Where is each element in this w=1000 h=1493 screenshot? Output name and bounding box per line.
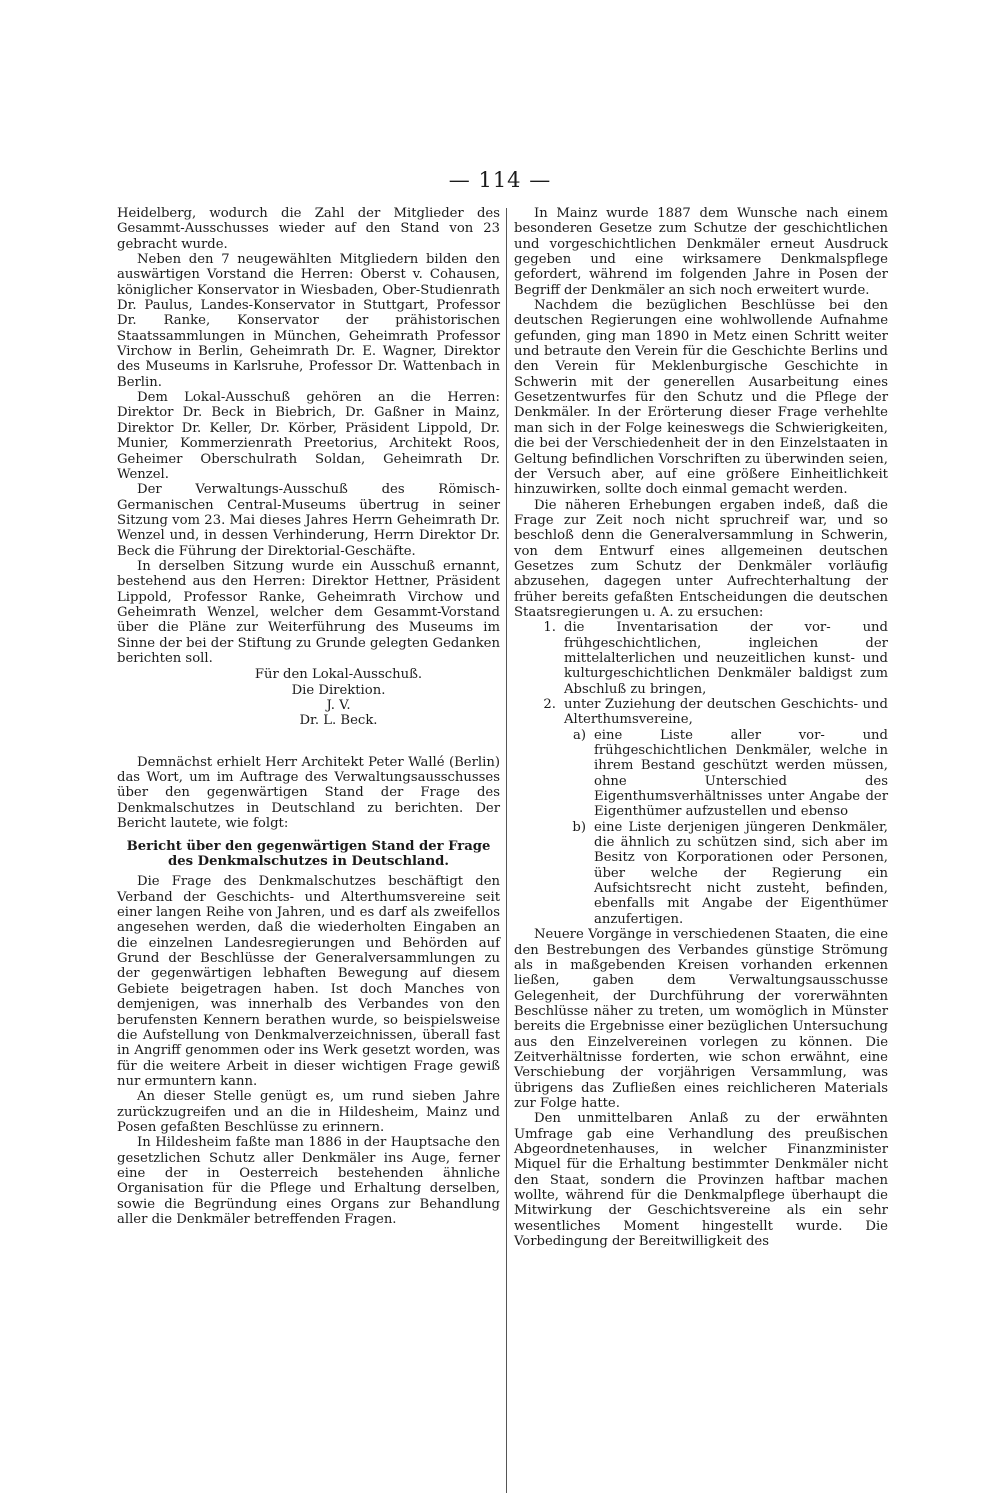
paragraph: Der Verwaltungs-Ausschuß des Römisch-Germanischen Central-Museums übertrug in seiner Sitzung vom 23. Mai dieses Jahres Herrn Geheimrath Dr. Wenzel und, in dessen Verhinderung, Herrn Direktor Dr. Beck die Führung der Direktorial-Geschäfte. bbox=[117, 482, 500, 559]
list-letter: a) bbox=[572, 727, 586, 743]
list-number: 1. bbox=[543, 620, 556, 636]
paragraph: Dem Lokal-Ausschuß gehören an die Herren: Direktor Dr. Beck in Biebrich, Dr. Gaßner in Mainz, Direktor Dr. Keller, Dr. Körber, Präsident Lippold, Dr. Munier, Kommerzienrath Preetorius, Architekt Roos, Geheimer Oberschulrath Soldan, Geheimrath Dr. Wenzel. bbox=[117, 390, 500, 482]
right-column bbox=[514, 206, 888, 1249]
list-item bbox=[514, 697, 888, 728]
list-text: die Inventarisation der vor- und frühgeschichtlichen, ingleichen der mittelalterlichen und neuzeitlichen kunst- und kulturgeschichtlichen Denkmäler baldigst zum Abschluß zu bringen, bbox=[564, 620, 888, 697]
paragraph: Nachdem die bezüglichen Beschlüsse bei den deutschen Regierungen eine wohlwollende Aufnahme gefunden, ging man 1890 in Metz einen Schritt weiter und betraute den Verein für die Geschichte Berlins und den Verein für Meklenburgische Geschichte in Schwerin mit der generellen Ausarbeitung eines Gesetzentwurfes für den Schutz und die Pflege der Denkmäler. In der Erörterung dieser Frage verhehlte man sich in der Folge keineswegs die Schwierigkeiten, die bei der Verschiedenheit der in den Einzelstaaten in Geltung befindlichen Vorschriften zu überwinden seien, der Versuch aber, auf eine größere Einheitlichkeit hinzuwirken, sollte doch einmal gemacht werden. bbox=[514, 298, 888, 498]
paragraph: Die Frage des Denkmalschutzes beschäftigt den Verband der Geschichts- und Alterthumsvereine seit einer langen Reihe von Jahren, und es darf als zweifellos angesehen werden, daß die wiederholten Eingaben an die einzelnen Landesregierungen und Behörden auf Grund der Beschlüsse der Generalversammlungen zu der gegenwärtigen lebhaften Bewegung auf diesem Gebiete beigetragen haben. Ist doch Manches von demjenigen, was innerhalb des Verbandes von den berufensten Kennern berathen wurde, so beispielsweise die Aufstellung von Denkmalverzeichnissen, überall fast in Angriff genommen oder ins Werk gesetzt worden, was für die weitere Arbeit in dieser wichtigen Frage gewiß nur ermuntern kann. bbox=[117, 874, 500, 1089]
paragraph: In derselben Sitzung wurde ein Ausschuß ernannt, bestehend aus den Herren: Direktor Hettner, Präsident Lippold, Professor Ranke, Geheimrath Virchow und Geheimrath Wenzel, welcher dem Gesammt-Vorstand über die Pläne zur Weiterführung des Museums im Sinne der bei der Stiftung zu Grunde gelegten Gedanken berichten soll. bbox=[117, 558, 500, 666]
report-title: Bericht über den gegenwärtigen Stand der Frage des Denkmalschutzes in Deutschland. bbox=[126, 839, 491, 870]
paragraph: Demnächst erhielt Herr Architekt Peter Wallé (Berlin) das Wort, um im Auftrage des Verwaltungsausschusses über den gegenwärtigen Stand der Frage des Denkmalschutzes in Deutschland zu berichten. Der Bericht lautete, wie folgt: bbox=[117, 754, 500, 832]
column-divider bbox=[506, 208, 507, 1493]
paragraph: Den unmittelbaren Anlaß zu der erwähnten Umfrage gab eine Verhandlung des preußischen Abgeordnetenhauses, in welcher Finanzminister Miquel für die Erhaltung bestimmter Denkmäler nicht den Staat, sondern die Provinzen haftbar machen wollte, während für die Denkmalpflege überhaupt die Mitwirkung der Geschichtsvereine als ein sehr wesentliches Moment hingestellt wurde. Die Vorbedingung der Bereitwilligkeit des bbox=[514, 1111, 888, 1250]
paragraph: Die näheren Erhebungen ergaben indeß, daß die Frage zur Zeit noch nicht spruchreif war, und so beschloß denn die Generalversammlung in Schwerin, von dem Entwurf eines allgemeinen deutschen Gesetzes zum Schutz der Denkmäler vorläufig abzusehen, dagegen unter Aufrechterhaltung der früher bereits gefaßten Entscheidungen die deutschen Staatsregierungen u. A. zu ersuchen: bbox=[514, 497, 888, 620]
signature-line: Dr. L. Beck. bbox=[299, 713, 378, 729]
list-subitem bbox=[514, 820, 888, 927]
signature-line: Für den Lokal-Ausschuß. bbox=[254, 667, 423, 683]
left-column bbox=[117, 206, 500, 1227]
paragraph: In Hildesheim faßte man 1886 in der Hauptsache den gesetzlichen Schutz aller Denkmäler ins Auge, ferner eine der in Oesterreich bestehenden ähnliche Organisation für die Pflege und Erhaltung derselben, sowie die Begründung eines Organs zur Behandlung aller die Denkmäler betreffenden Fragen. bbox=[117, 1135, 500, 1227]
paragraph: An dieser Stelle genügt es, um rund sieben Jahre zurückzugreifen und an die in Hildesheim, Mainz und Posen gefaßten Beschlüsse zu erinnern. bbox=[117, 1089, 500, 1135]
list-letter: b) bbox=[572, 819, 586, 835]
signature-line: Die Direktion. bbox=[291, 682, 386, 698]
signature-line: J. V. bbox=[326, 698, 351, 713]
paragraph: Heidelberg, wodurch die Zahl der Mitglieder des Gesammt-Ausschusses wieder auf den Stand von 23 gebracht wurde. bbox=[117, 206, 500, 252]
paragraph: Neuere Vorgänge in verschiedenen Staaten, die eine den Bestrebungen des Verbandes günstige Strömung als in maßgebenden Kreisen vorhanden erkennen ließen, gaben dem Verwaltungsausschusse Gelegenheit, der Durchführung der vorerwähnten Beschlüsse näher zu treten, um womöglich in Münster bereits die Ergebnisse einer bezüglichen Untersuchung aus den Einzelvereinen vorlegen zu können. Die Zeitverhältnisse forderten, wie schon erwähnt, eine Verschiebung der vorjährigen Versammlung, was übrigens das Zufließen eines reichlicheren Materials zur Folge hatte. bbox=[514, 927, 888, 1111]
list-subitem bbox=[514, 728, 888, 820]
page-number: — 114 — bbox=[448, 168, 552, 192]
list-text: eine Liste derjenigen jüngeren Denkmäler, die ähnlich zu schützen sind, sich aber im Besitz von Korporationen oder Personen, über welche der Regierung ein Aufsichtsrecht nicht zusteht, befinden, ebenfalls mit Angabe der Eigenthümer anzufertigen. bbox=[594, 819, 888, 927]
list-text: unter Zuziehung der deutschen Geschichts- und Alterthumsvereine, bbox=[564, 697, 888, 728]
list-number: 2. bbox=[543, 697, 556, 712]
paragraph: In Mainz wurde 1887 dem Wunsche nach einem besonderen Gesetze zum Schutze der geschichtlichen und vorgeschichtlichen Denkmäler erneut Ausdruck gegeben und eine wirksamere Denkmalspflege gefordert, während im folgenden Jahre in Posen der Begriff der Denkmäler an sich noch erweitert wurde. bbox=[514, 206, 888, 298]
numbered-list bbox=[514, 620, 888, 927]
signature-block bbox=[117, 667, 500, 728]
list-item bbox=[514, 620, 888, 697]
list-text: eine Liste aller vor- und frühgeschichtlichen Denkmäler, welche in ihrem Bestand geschützt werden müssen, ohne Unterschied des Eigenthumsverhältnisses unter Angabe der Eigenthümer aufzustellen und ebenso bbox=[594, 727, 888, 820]
paragraph: Neben den 7 neugewählten Mitgliedern bilden den auswärtigen Vorstand die Herren: Oberst v. Cohausen, königlicher Konservator in Wiesbaden, Ober-Studienrath Dr. Paulus, Landes-Konservator in Stuttgart, Professor Dr. Ranke, Konservator der prähistorischen Staatssammlungen in München, Geheimrath Professor Virchow in Berlin, Geheimrath Dr. E. Wagner, Direktor des Museums in Karlsruhe, Professor Dr. Wattenbach in Berlin. bbox=[117, 252, 500, 390]
